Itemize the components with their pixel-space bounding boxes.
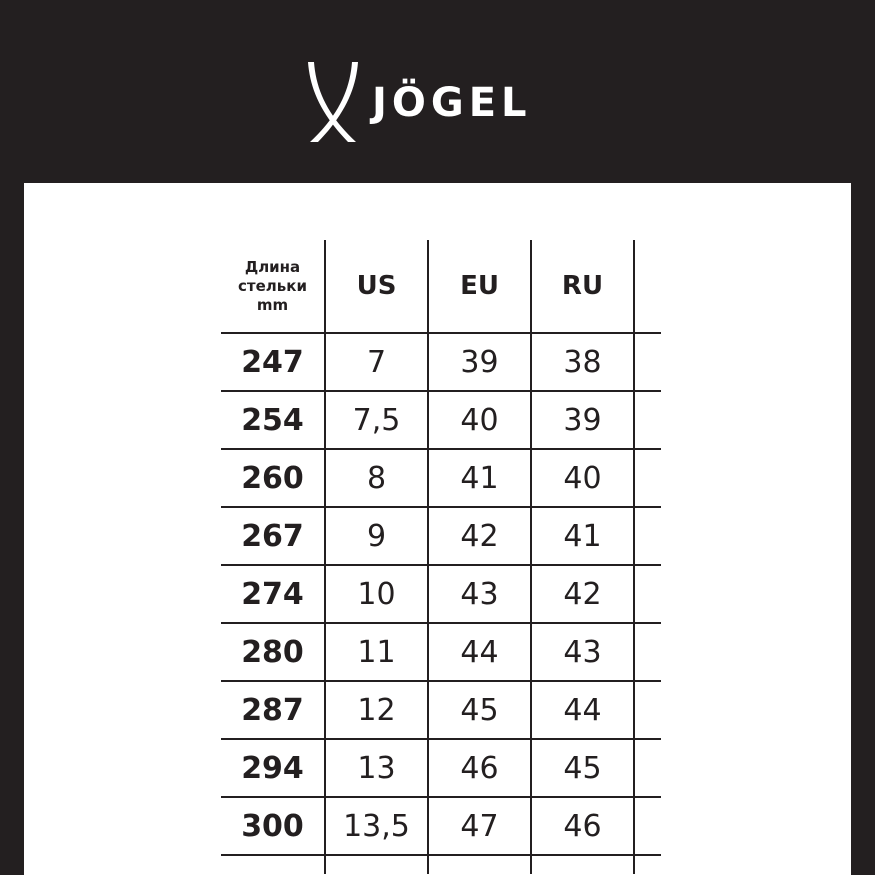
table-cell: 294 xyxy=(221,740,324,798)
table-cell: 10 xyxy=(324,566,427,624)
table-edge xyxy=(633,856,661,874)
table-cell: 41 xyxy=(427,450,530,508)
table-cell: 43 xyxy=(530,624,633,682)
table-cell: 42 xyxy=(530,566,633,624)
table-cell: 13,5 xyxy=(324,798,427,856)
table-edge xyxy=(633,624,661,682)
table-cell: 254 xyxy=(221,392,324,450)
table-cell: 13 xyxy=(324,740,427,798)
column-header-ru: RU xyxy=(530,240,633,334)
table-row xyxy=(221,740,681,798)
table-cell: 44 xyxy=(530,682,633,740)
table-cell: 45 xyxy=(427,682,530,740)
table-cell: 11 xyxy=(324,624,427,682)
table-cell xyxy=(427,856,530,874)
table-cell: 43 xyxy=(427,566,530,624)
table-edge xyxy=(633,508,661,566)
table-cell: 39 xyxy=(530,392,633,450)
size-chart-panel xyxy=(24,183,851,875)
table-cell: 274 xyxy=(221,566,324,624)
brand-name: JÖGEL xyxy=(372,80,532,126)
table-cell: 40 xyxy=(427,392,530,450)
table-cell: 40 xyxy=(530,450,633,508)
table-cell: 7 xyxy=(324,334,427,392)
table-cell: 287 xyxy=(221,682,324,740)
table-edge xyxy=(633,240,661,334)
table-cell: 42 xyxy=(427,508,530,566)
table-header-row xyxy=(221,240,681,334)
table-cell: 247 xyxy=(221,334,324,392)
header xyxy=(0,0,875,183)
brand-logo xyxy=(300,56,532,146)
table-edge xyxy=(633,682,661,740)
table-edge xyxy=(633,566,661,624)
table-row xyxy=(221,508,681,566)
column-header-insole-length xyxy=(221,240,324,334)
table-cell: 7,5 xyxy=(324,392,427,450)
table-cell: 12 xyxy=(324,682,427,740)
table-edge xyxy=(633,798,661,856)
table-cell: 300 xyxy=(221,798,324,856)
header-line: Длина xyxy=(244,257,301,276)
table-edge xyxy=(633,740,661,798)
table-cell: 260 xyxy=(221,450,324,508)
table-cell: 280 xyxy=(221,624,324,682)
header-line: стельки xyxy=(238,276,307,295)
table-edge xyxy=(633,450,661,508)
table-cell: 45 xyxy=(530,740,633,798)
table-cell: 46 xyxy=(427,740,530,798)
column-header-eu: EU xyxy=(427,240,530,334)
table-cell xyxy=(324,856,427,874)
header-line: mm xyxy=(256,295,289,314)
table-row xyxy=(221,682,681,740)
table-row xyxy=(221,334,681,392)
table-cell: 9 xyxy=(324,508,427,566)
table-row xyxy=(221,798,681,856)
table-cell: 41 xyxy=(530,508,633,566)
table-cell: 8 xyxy=(324,450,427,508)
table-cell xyxy=(530,856,633,874)
table-cell: 46 xyxy=(530,798,633,856)
table-continuation xyxy=(221,856,681,874)
table-edge xyxy=(633,392,661,450)
column-header-us: US xyxy=(324,240,427,334)
size-table xyxy=(221,240,681,874)
table-edge xyxy=(633,334,661,392)
table-row xyxy=(221,450,681,508)
table-row xyxy=(221,566,681,624)
table-cell: 38 xyxy=(530,334,633,392)
table-body xyxy=(221,334,681,856)
table-cell: 267 xyxy=(221,508,324,566)
table-row xyxy=(221,392,681,450)
table-cell xyxy=(221,856,324,874)
table-cell: 39 xyxy=(427,334,530,392)
table-cell: 47 xyxy=(427,798,530,856)
jogel-mark-icon xyxy=(300,58,366,144)
table-cell: 44 xyxy=(427,624,530,682)
table-row xyxy=(221,624,681,682)
